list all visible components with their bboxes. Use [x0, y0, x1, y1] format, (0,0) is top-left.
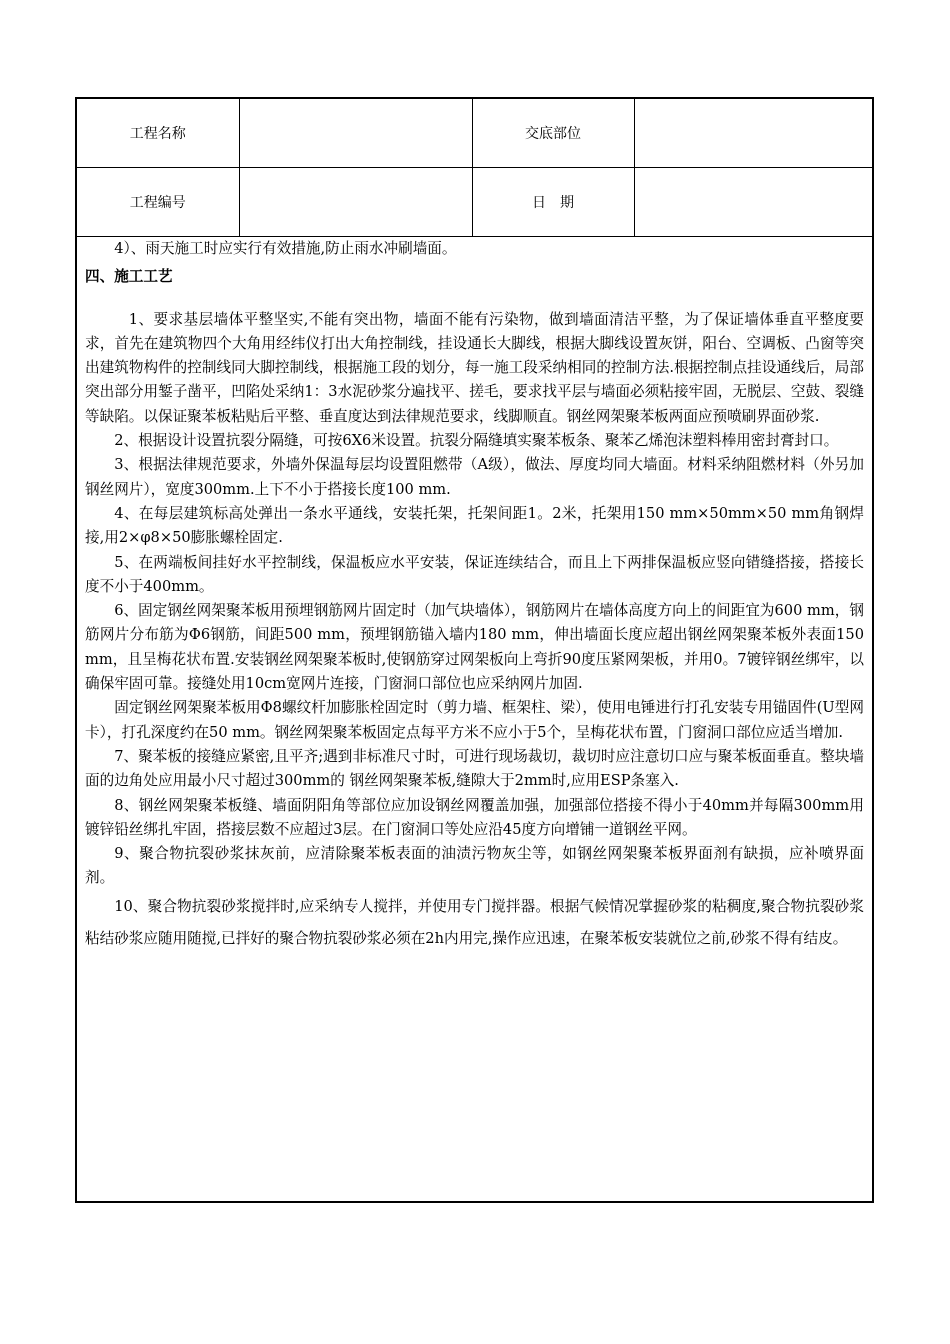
form-header-table — [77, 99, 872, 237]
paragraph-6: 6、固定钢丝网架聚苯板用预埋钢筋网片固定时（加气块墙体），钢筋网片在墙体高度方向上的间距宜为600 mm，钢筋网片分布筋为Φ6钢筋，间距500 mm，预埋钢筋锚入墙内180 mm，伸出墙面长度应超出钢丝网架聚苯板外表面150 mm，且呈梅花状布置.安装钢丝网架聚苯板时,使钢筋穿过网架板向上弯折90度压紧网架板，并用0。7镀锌钢丝绑牢，以确保牢固可靠。接缝处用10cm宽网片连接，门窗洞口部位也应采纳网片加固. — [85, 602, 864, 693]
project-name-field[interactable] — [239, 99, 472, 168]
project-name-label: 工程名称 — [77, 99, 239, 168]
handover-part-label: 交底部位 — [472, 99, 634, 168]
handover-part-field[interactable] — [634, 99, 872, 168]
paragraph-6-cont: 固定钢丝网架聚苯板用Φ8螺纹杆加膨胀栓固定时（剪力墙、框架柱、梁），使用电锤进行打孔安装专用锚固件(U型网卡），打孔深度约在50 mm。钢丝网架聚苯板固定点每平方米不应小于5个，呈梅花状布置，门窗洞口部位应适当增加. — [85, 699, 864, 741]
project-number-field[interactable] — [239, 168, 472, 237]
paragraph-3: 3、根据法律规范要求，外墙外保温每层均设置阻燃带（A级），做法、厚度均同大墙面。材料采纳阻燃材料（外另加钢丝网片），宽度300mm.上下不小于搭接长度100 mm. — [85, 456, 864, 498]
date-field[interactable] — [634, 168, 872, 237]
paragraph-7: 7、聚苯板的接缝应紧密,且平齐;遇到非标准尺寸时，可进行现场裁切，裁切时应注意切口应与聚苯板面垂直。整块墙面的边角处应用最小尺寸超过300mm的 钢丝网架聚苯板,缝隙大于2mm时,应用ESP条塞入. — [85, 747, 864, 790]
header-row-2 — [77, 168, 872, 237]
paragraph-2: 2、根据设计设置抗裂分隔缝，可按6X6米设置。抗裂分隔缝填实聚苯板条、聚苯乙烯泡沫塑料棒用密封膏封口。 — [114, 432, 839, 450]
header-row-1 — [77, 99, 872, 168]
date-label: 日 期 — [472, 168, 634, 237]
paragraph-10: 10、聚合物抗裂砂浆搅拌时,应采纳专人搅拌，并使用专门搅拌器。根据气候情况掌握砂浆的粘稠度,聚合物抗裂砂浆粘结砂浆应随用随搅,已拌好的聚合物抗裂砂浆必须在2h内用完,操作应迅速，在聚苯板安装就位之前,砂浆不得有结皮。 — [85, 897, 864, 947]
paragraph-4: 4、在每层建筑标高处弹出一条水平通线，安装托架，托架间距1。2米，托架用150 mm×50mm×50 mm角钢焊接,用2×φ8×50膨胀螺栓固定. — [85, 504, 864, 547]
paragraph-9: 9、聚合物抗裂砂浆抹灰前，应清除聚苯板表面的油渍污物灰尘等，如钢丝网架聚苯板界面剂有缺损，应补喷界面剂。 — [85, 845, 864, 887]
document-body — [77, 237, 872, 955]
handover-form — [75, 97, 874, 1203]
paragraph-8: 8、钢丝网架聚苯板缝、墙面阴阳角等部位应加设钢丝网覆盖加强，加强部位搭接不得小于40mm并每隔300mm用镀锌铅丝绑扎牢固，搭接层数不应超过3层。在门窗洞口等处应沿45度方向增铺一道钢丝平网。 — [85, 796, 864, 838]
paragraph-1: 1、要求基层墙体平整坚实,不能有突出物，墙面不能有污染物，做到墙面清洁平整，为了保证墙体垂直平整度要求，首先在建筑物四个大角用经纬仪打出大角控制线，挂设通长大脚线，根据大脚线设置灰饼，阳台、空调板、凸窗等突出建筑物构件的控制线同大脚控制线，根据施工段的划分，每一施工段采纳相同的控制方法.根据控制点挂设通线后，局部突出部分用錾子凿平，凹陷处采纳1：3水泥砂浆分遍找平、搓毛，要求找平层与墙面必须粘接牢固，无脱层、空鼓、裂缝等缺陷。以保证聚苯板粘贴后平整、垂直度达到法律规范要求，线脚顺直。钢丝网架聚苯板两面应预喷刷界面砂浆. — [85, 310, 864, 425]
section-title: 四、施工工艺 — [85, 268, 173, 286]
project-number-label: 工程编号 — [77, 168, 239, 237]
rain-measure-item: 4）、雨天施工时应实行有效措施,防止雨水冲刷墙面。 — [114, 240, 457, 257]
paragraph-5: 5、在两端板间挂好水平控制线，保温板应水平安装，保证连续结合，而且上下两排保温板应竖向错缝搭接，搭接长度不小于400mm。 — [85, 553, 864, 595]
